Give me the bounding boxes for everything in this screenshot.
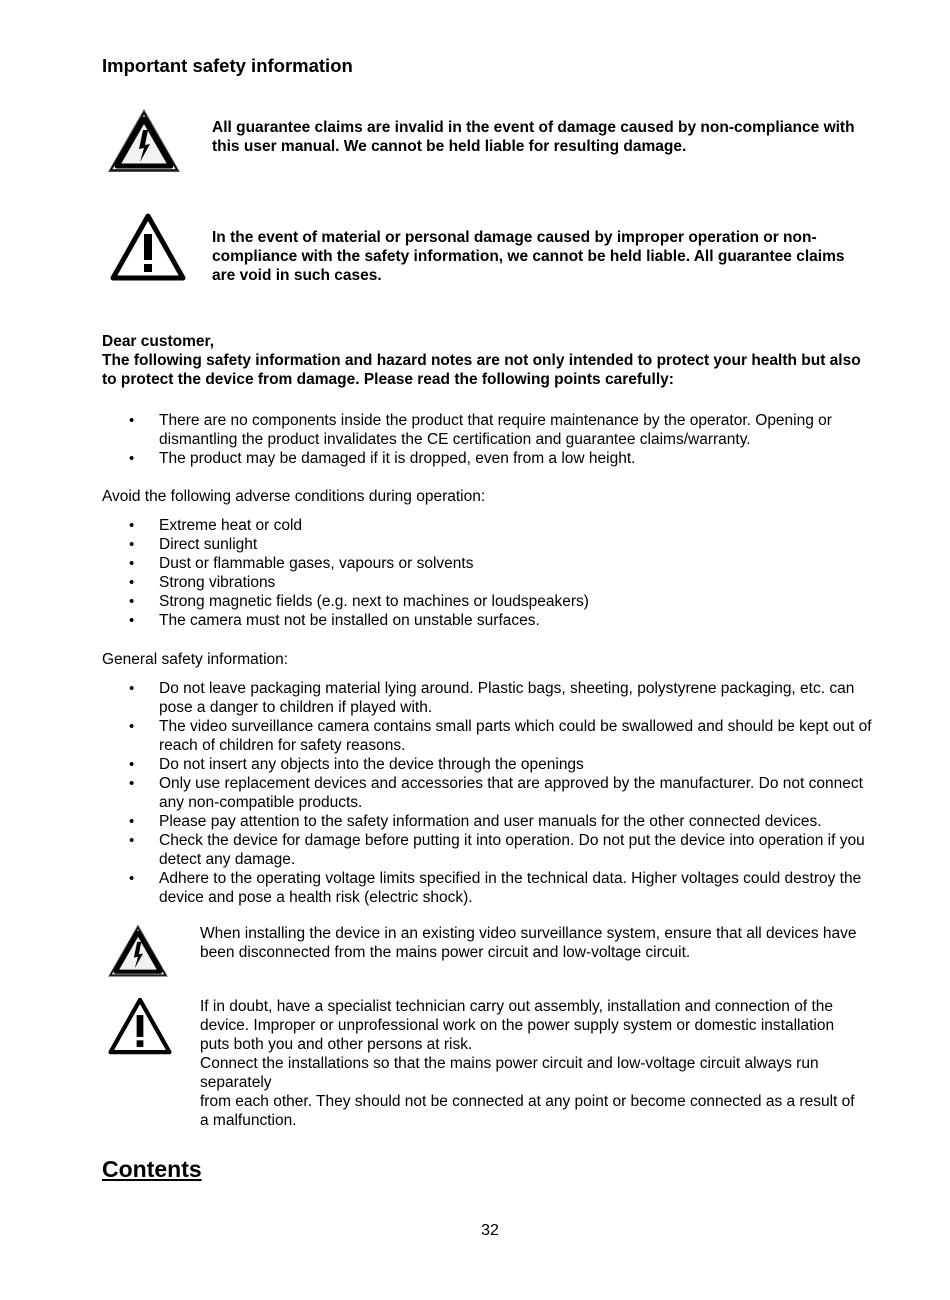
list-item: • The product may be damaged if it is dropped, even from a low height. (102, 449, 882, 468)
warning-text-liability: In the event of material or personal damage caused by improper operation or non-compliance with the safety information, we cannot be held liable. All guarantee claims are void in such cases. (212, 229, 845, 284)
note-line: If in doubt, have a specialist technician carry out assembly, installation and connection of the device. Improper or unprofessional work on the power supply system or domestic installation puts both you and other persons at risk. (200, 998, 835, 1053)
list-item: • Do not leave packaging material lying around. Plastic bags, sheeting, polystyrene packaging, etc. can pose a danger to children if played with. (102, 679, 882, 717)
list-item: • The camera must not be installed on unstable surfaces. (102, 611, 882, 630)
general-heading: General safety information: (102, 651, 289, 668)
list-item: • Dust or flammable gases, vapours or solvents (102, 554, 882, 573)
electric-shock-warning-icon (106, 922, 170, 980)
intro-text: The following safety information and hazard notes are not only intended to protect your health but also to protect the device from damage. Please read the following points carefully: (102, 352, 861, 388)
note-installation: When installing the device in an existing video surveillance system, ensure that all devices have been disconnected from the mains power circuit and low-voltage circuit. (200, 925, 857, 961)
list-item: • Extreme heat or cold (102, 516, 882, 535)
warning-text-guarantee: All guarantee claims are invalid in the event of damage caused by non-compliance with this user manual. We cannot be held liable for resulting damage. (212, 119, 855, 155)
conditions-heading: Avoid the following adverse conditions during operation: (102, 488, 486, 505)
list-item: • Adhere to the operating voltage limits specified in the technical data. Higher voltages could destroy the device and pose a health risk (electric shock). (102, 869, 882, 907)
page-number: 32 (481, 1222, 499, 1239)
note-line: Connect the installations so that the mains power circuit and low-voltage circuit always run separately (200, 1055, 819, 1091)
list-item: • There are no components inside the product that require maintenance by the operator. Opening or dismantling the product invalidates the CE certification and guarantee claims/warranty. (102, 411, 882, 449)
list-item: • Direct sunlight (102, 535, 882, 554)
maintenance-list (102, 411, 882, 468)
list-item: • Please pay attention to the safety information and user manuals for the other connected devices. (102, 812, 882, 831)
note-specialist (200, 997, 865, 1130)
contents-heading: Contents (102, 1156, 202, 1182)
conditions-list (102, 516, 882, 630)
list-item: • Strong magnetic fields (e.g. next to machines or loudspeakers) (102, 592, 882, 611)
list-item: • Check the device for damage before putting it into operation. Do not put the device into operation if you detect any damage. (102, 831, 882, 869)
list-item: • Do not insert any objects into the device through the openings (102, 755, 882, 774)
list-item: • Strong vibrations (102, 573, 882, 592)
section-heading: Important safety information (102, 55, 353, 76)
electric-shock-warning-icon (106, 106, 182, 176)
list-item: • Only use replacement devices and accessories that are approved by the manufacturer. Do not connect any non-compatible products. (102, 774, 882, 812)
note-line: from each other. They should not be connected at any point or become connected as a result of a malfunction. (200, 1093, 855, 1129)
general-safety-list (102, 679, 882, 907)
general-warning-icon (110, 212, 186, 282)
list-item: • The video surveillance camera contains small parts which could be swallowed and should be kept out of reach of children for safety reasons. (102, 717, 882, 755)
general-warning-icon (108, 996, 172, 1056)
greeting: Dear customer, (102, 333, 214, 350)
